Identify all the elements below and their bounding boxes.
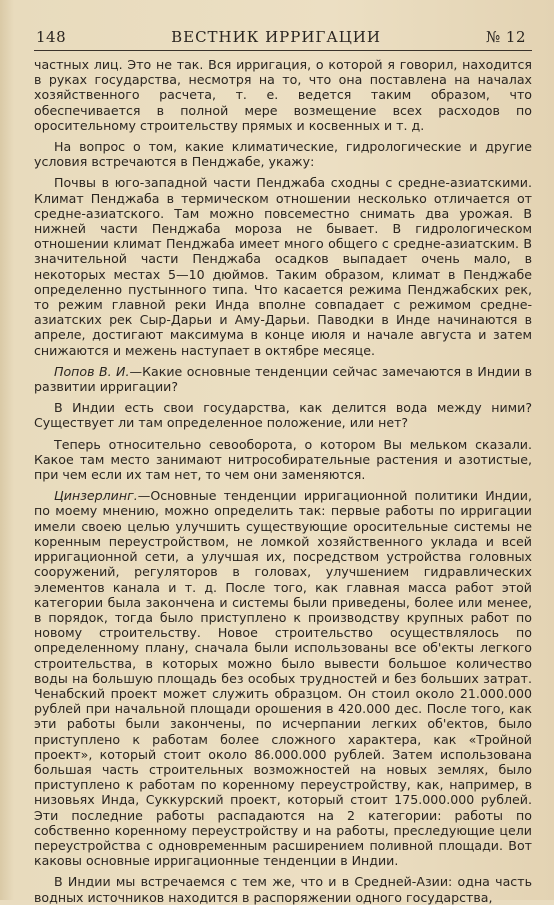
page-number: 148 (36, 28, 67, 46)
paragraph-quote: Почвы в юго-западной части Пенджаба сходны с средне-азиатскими. Климат Пенджаба в термическом отношении несколько отличается от средне-азиатского. Там можно повсеместно снимать два урожая. В нижней части Пенджаба мороза не бывает. В гидрологическом отношении климат Пенджаба имеет много общего с средне-азиатским. В значительной части Пенджаба осадков выпадает очень мало, в некоторых местах 5—10 дюймов. Таким образом, климат в Пенджабе определенно пустынного типа. Что касается режима Пенджабских рек, то режим главной реки Инда вполне совпадает с режимом средне-азиатских рек Сыр-Дарьи и Аму-Дарьи. Паводки в Инде начинаются в апреле, достигают максимума в конце июля и начале августа и затем снижаются и межень наступает в октябре месяце. (34, 175, 532, 358)
paragraph: частных лиц. Это не так. Вся ирригация, о которой я говорил, находится в руках государства, несмотря на то, что она поставлена на началах хозяйственного расчета, т. е. ведется таким образом, что обеспечивается в полной мере возмещение всех расходов по оросительному строительству прямых и косвенных и т. д. (34, 57, 532, 133)
paragraph: Попов В. И.—Какие основные тенденции сейчас замечаются в Индии в развитии ирригации? (34, 363, 532, 395)
paragraph: В Индии есть свои государства, как делится вода между ними? Существует ли там определенное положение, или нет? (34, 400, 532, 431)
page-header (34, 28, 532, 51)
paragraph: Теперь относительно севооборота, о котором Вы мельком сказали. Какое там место занимают нитрособирательные растения и азотистые, при чем если их там нет, то чем они заменяются. (34, 436, 532, 483)
issue-number: № 12 (485, 28, 526, 46)
paragraph: В Индии мы встречаемся с тем же, что и в Средней-Азии: одна часть водных источников находится в распоряжении одного государства, (34, 874, 532, 905)
paragraph: Цинзерлинг.—Основные тенденции ирригационной политики Индии, по моему мнению, можно определить так: первые работы по ирригации имели своею целью улучшить существующие оросительные системы не коренным переустройством, не ломкой хозяйственного уклада и всей ирригационной сети, а улучшая их, посредством устройства головных сооружений, регуляторов в головах, улучшением гидравлических элементов канала и т. д. После того, как главная масса работ этой категории была закончена и системы были приведены, более или менее, в порядок, тогда было приступлено к производству крупных работ по новому строительству. Новое строительство осуществлялось по определенному плану, сначала были использованы все об'екты легкого строительства, в которых можно было вывести большое количество воды на большую площадь без особых трудностей и без больших затрат. Ченабский проект может служить образцом. Он стоил около 21.000.000 рублей при начальной площади орошения в 420.000 дес. После того, как эти работы были закончены, по исчерпании легких об'ектов, было приступлено к работам более сложного характера, как «Тройной проект», который стоит около 86.000.000 рублей. Затем использована большая часть строительных возможностей на новых землях, было приступлено к работам по коренному переустройству, как, например, в низовьях Инда, Суккурский проект, который стоит 175.000.000 рублей. Эти последние работы распадаются на 2 категории: работы по собственно коренному переустройству и на работы, преследующие цели переустройства с одновременным расширением поливной площади. Вот каковы основные ирригационные тенденции в Индии. (34, 488, 532, 869)
article-body (34, 57, 532, 905)
speaker-name: Цинзерлинг. (54, 488, 138, 504)
paragraph: На вопрос о том, какие климатические, гидрологические и другие условия встречаются в Пенджабе, укажу: (34, 139, 532, 170)
speaker-name: Попов В. И. (54, 363, 130, 379)
journal-title: ВЕСТНИК ИРРИГАЦИИ (171, 28, 381, 46)
